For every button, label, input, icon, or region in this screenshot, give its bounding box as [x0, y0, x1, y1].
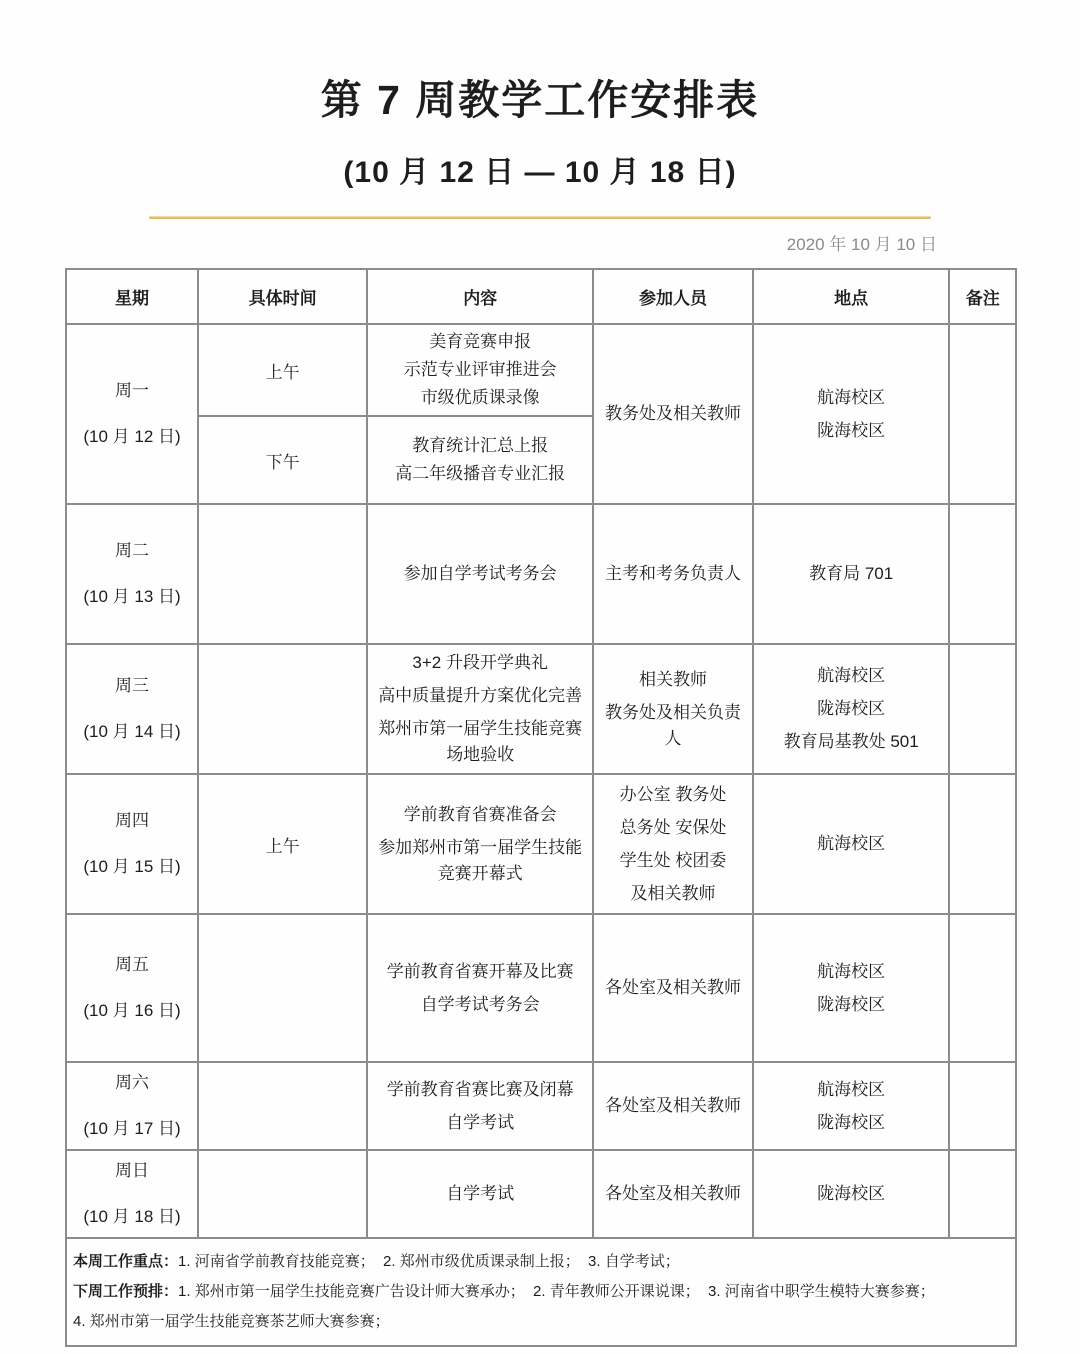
participants-cell: 主考和考务负责人	[593, 504, 753, 644]
content-cell: 教育统计汇总上报 高二年级播音专业汇报	[367, 416, 593, 504]
location-cell: 陇海校区	[753, 1150, 950, 1238]
table-row-thursday	[66, 774, 1016, 914]
time-cell	[198, 504, 367, 644]
participants-cell: 各处室及相关教师	[593, 914, 753, 1062]
weekday-cell: 周五 (10 月 16 日)	[66, 914, 198, 1062]
note-cell	[949, 504, 1016, 644]
col-header-note: 备注	[949, 269, 1016, 324]
time-cell	[198, 644, 367, 774]
time-cell: 上午	[198, 774, 367, 914]
location-cell: 教育局 701	[753, 504, 950, 644]
col-header-weekday: 星期	[66, 269, 198, 324]
content-cell: 自学考试	[367, 1150, 593, 1238]
note-cell	[949, 1062, 1016, 1150]
footer-row	[66, 1238, 1016, 1346]
location-cell: 航海校区 陇海校区	[753, 1062, 950, 1150]
weekday-cell: 周四 (10 月 15 日)	[66, 774, 198, 914]
content-cell: 3+2 升段开学典礼 高中质量提升方案优化完善 郑州市第一届学生技能竞赛场地验收	[367, 644, 593, 774]
table-row-wednesday	[66, 644, 1016, 774]
time-cell	[198, 1150, 367, 1238]
this-week-line	[73, 1247, 1009, 1277]
schedule-table	[65, 268, 1017, 1347]
content-cell: 学前教育省赛比赛及闭幕 自学考试	[367, 1062, 593, 1150]
participants-cell: 相关教师 教务处及相关负责人	[593, 644, 753, 774]
next-week-text: 1. 郑州市第一届学生技能竞赛广告设计师大赛承办； 2. 青年教师公开课说课； 3. 河南省中职学生模特大赛参赛；	[178, 1283, 935, 1301]
participants-cell: 各处室及相关教师	[593, 1150, 753, 1238]
participants-cell: 各处室及相关教师	[593, 1062, 753, 1150]
note-cell	[949, 914, 1016, 1062]
time-cell	[198, 1062, 367, 1150]
content-cell: 学前教育省赛准备会 参加郑州市第一届学生技能竞赛开幕式	[367, 774, 593, 914]
content-cell: 美育竞赛申报 示范专业评审推进会 市级优质课录像	[367, 324, 593, 416]
table-row-monday-am	[66, 324, 1016, 416]
col-header-location: 地点	[753, 269, 950, 324]
time-cell: 上午	[198, 324, 367, 416]
weekday-cell: 周日 (10 月 18 日)	[66, 1150, 198, 1238]
table-row-sunday	[66, 1150, 1016, 1238]
col-header-content: 内容	[367, 269, 593, 324]
location-cell: 航海校区	[753, 774, 950, 914]
note-cell	[949, 644, 1016, 774]
weekday-cell: 周二 (10 月 13 日)	[66, 504, 198, 644]
col-header-time: 具体时间	[198, 269, 367, 324]
this-week-label: 本周工作重点：	[73, 1253, 179, 1271]
next-week-line	[73, 1277, 1009, 1307]
content-cell: 学前教育省赛开幕及比赛 自学考试考务会	[367, 914, 593, 1062]
location-cell: 航海校区 陇海校区	[753, 324, 950, 504]
this-week-text: 1. 河南省学前教育技能竞赛； 2. 郑州市级优质课录制上报； 3. 自学考试；	[178, 1253, 680, 1271]
content-cell: 参加自学考试考务会	[367, 504, 593, 644]
location-cell: 航海校区 陇海校区	[753, 914, 950, 1062]
participants-cell: 办公室 教务处 总务处 安保处 学生处 校团委 及相关教师	[593, 774, 753, 914]
note-cell	[949, 1150, 1016, 1238]
table-row-friday	[66, 914, 1016, 1062]
weekday-cell: 周一 (10 月 12 日)	[66, 324, 198, 504]
page-subtitle: (10 月 12 日 — 10 月 18 日)	[343, 156, 737, 190]
location-cell: 航海校区 陇海校区 教育局基教处 501	[753, 644, 950, 774]
next-week-label: 下周工作预排：	[73, 1283, 179, 1301]
doc-date: 2020 年 10 月 10 日	[786, 235, 937, 255]
participants-cell: 教务处及相关教师	[593, 324, 753, 504]
time-cell	[198, 914, 367, 1062]
col-header-participants: 参加人员	[593, 269, 753, 324]
weekday-cell: 周六 (10 月 17 日)	[66, 1062, 198, 1150]
table-row-saturday	[66, 1062, 1016, 1150]
table-row-tuesday	[66, 504, 1016, 644]
footer-notes	[66, 1238, 1016, 1346]
weekday-cell: 周三 (10 月 14 日)	[66, 644, 198, 774]
page-title: 第 7 周教学工作安排表	[320, 77, 760, 123]
title-divider	[149, 216, 931, 219]
next-week-continuation: 4. 郑州市第一届学生技能竞赛茶艺师大赛参赛；	[73, 1313, 390, 1331]
time-cell: 下午	[198, 416, 367, 504]
header-row	[66, 269, 1016, 324]
note-cell	[949, 324, 1016, 504]
note-cell	[949, 774, 1016, 914]
